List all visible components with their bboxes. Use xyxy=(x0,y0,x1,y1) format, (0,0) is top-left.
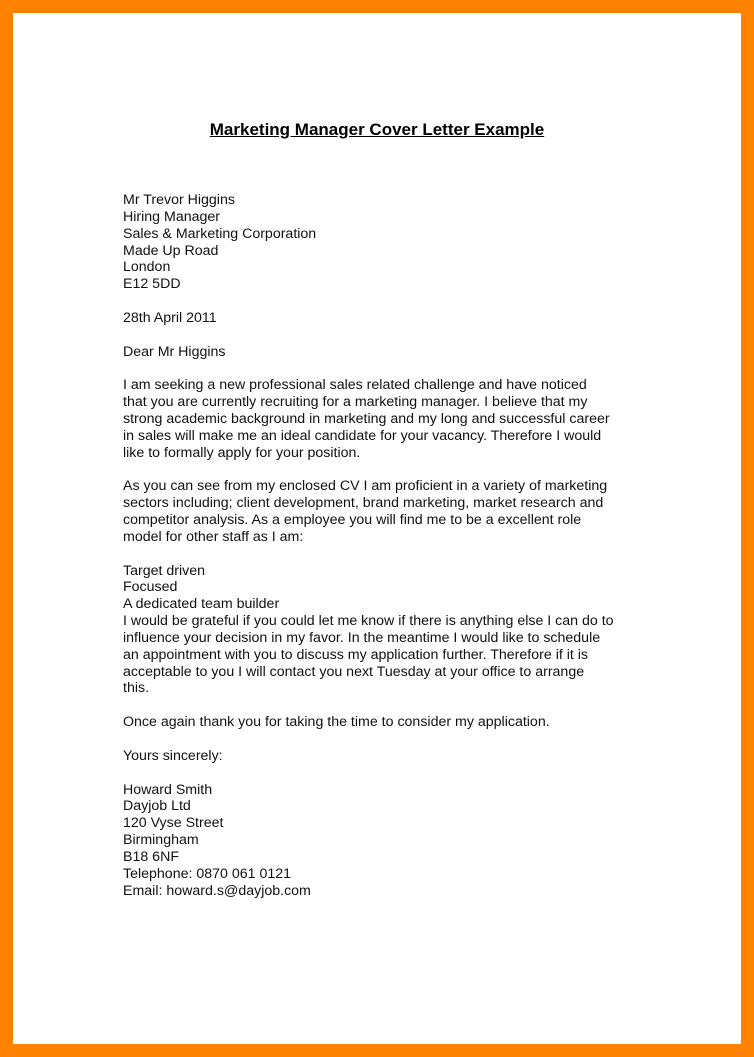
paragraph-line: As you can see from my enclosed CV I am proficient in a variety of marketing xyxy=(123,478,608,495)
recipient-city: London xyxy=(123,259,171,276)
letter-date: 28th April 2011 xyxy=(123,309,217,326)
paragraph-line: influence your decision in my favor. In the meantime I would like to schedule xyxy=(123,629,601,646)
paragraph-line: I would be grateful if you could let me know if there is anything else I can do to xyxy=(123,613,614,630)
paragraph-request xyxy=(123,613,643,697)
paragraph-skills xyxy=(123,478,643,545)
paragraph-line: model for other staff as I am: xyxy=(123,528,304,545)
paragraph-line: like to formally apply for your position. xyxy=(123,444,361,461)
recipient-name: Mr Trevor Higgins xyxy=(123,192,235,208)
sender-address xyxy=(123,782,643,900)
paragraph-line: in sales will make me an ideal candidate for your vacancy. Therefore I would xyxy=(123,427,602,444)
list-item: Target driven xyxy=(123,562,206,579)
paragraph-line: strong academic background in marketing and my long and successful career xyxy=(123,410,610,427)
closing: Yours sincerely: xyxy=(123,747,223,764)
paragraph-line: I am seeking a new professional sales related challenge and have noticed xyxy=(123,377,587,394)
list-item: A dedicated team builder xyxy=(123,596,280,613)
sender-email: Email: howard.s@dayjob.com xyxy=(123,882,311,899)
paragraph-line: competitor analysis. As a employee you will find me to be a excellent role xyxy=(123,512,582,529)
paragraph-line: this. xyxy=(123,680,150,697)
paragraph-line: that you are currently recruiting for a marketing manager. I believe that my xyxy=(123,394,588,411)
recipient-company: Sales & Marketing Corporation xyxy=(123,225,317,242)
letter-title: Marketing Manager Cover Letter Example xyxy=(209,120,545,139)
recipient-street: Made Up Road xyxy=(123,242,219,259)
recipient-position: Hiring Manager xyxy=(123,208,220,225)
paragraph-line: sectors including; client development, brand marketing, market research and xyxy=(123,495,604,512)
qualities-list xyxy=(123,563,643,614)
sender-postcode: B18 6NF xyxy=(123,848,179,865)
letter-body xyxy=(123,192,643,899)
sender-telephone: Telephone: 0870 061 0121 xyxy=(123,865,292,882)
recipient-postcode: E12 5DD xyxy=(123,276,181,293)
paragraph-intro xyxy=(123,377,643,461)
letter-page xyxy=(13,13,741,1044)
sender-city: Birmingham xyxy=(123,832,199,849)
paragraph-line: an appointment with you to discuss my application further. Therefore if it is xyxy=(123,646,589,663)
paragraph-line: acceptable to you I will contact you next Tuesday at your office to arrange xyxy=(123,663,585,680)
salutation: Dear Mr Higgins xyxy=(123,343,226,360)
recipient-address xyxy=(123,192,643,293)
sender-company: Dayjob Ltd xyxy=(123,798,191,815)
sender-name: Howard Smith xyxy=(123,781,213,798)
sender-street: 120 Vyse Street xyxy=(123,815,224,832)
paragraph-thanks: Once again thank you for taking the time to consider my application. xyxy=(123,714,550,731)
list-item: Focused xyxy=(123,579,178,596)
